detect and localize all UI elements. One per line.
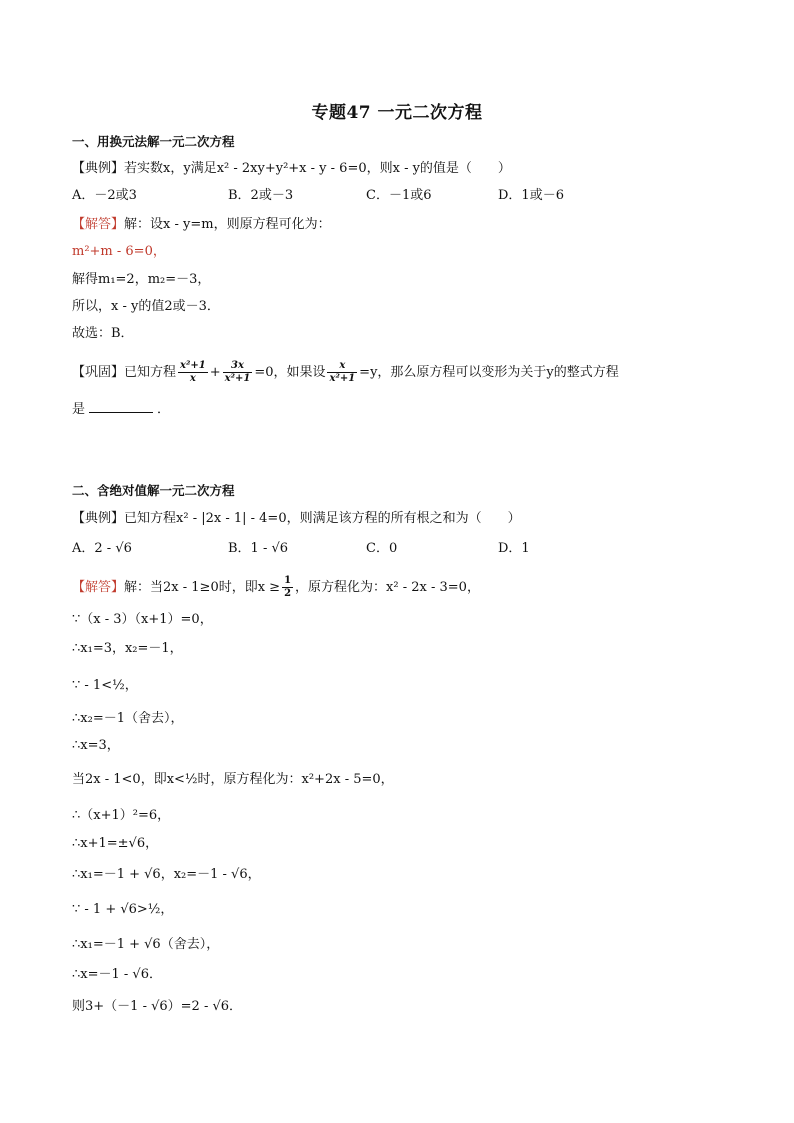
fraction-half-den: 2 [284, 588, 292, 599]
solution-line-12: ∴x=－1 - √6． [72, 967, 162, 982]
option-a: A．2 - √6 [72, 541, 132, 556]
solution-line-7: ∴（x+1）²=6， [72, 808, 171, 823]
example-text: 若实数x，y满足x² - 2xy+y²+x - y - 6=0，则x - y的值是（ ） [124, 161, 511, 176]
practice-plus: + [209, 365, 221, 380]
example-tag: 【典例】 [72, 511, 125, 526]
answer-text: 解：设x - y=m，则原方程可化为： [124, 217, 331, 232]
answer-line1-pre: 解：当2x - 1≥0时，即x ≥ [124, 580, 281, 595]
solution-line-9: ∴x₁=－1 + √6，x₂=－1 - √6， [72, 867, 261, 882]
practice-tag: 【巩固】 [72, 365, 125, 380]
section2-heading: 二、含绝对值解一元二次方程 [72, 483, 235, 498]
fraction-1-num: x²+1 [180, 360, 206, 371]
practice-end: ． [157, 402, 171, 417]
solution-line-13: 则3+（－1 - √6）=2 - √6． [72, 999, 243, 1014]
section1-example [72, 160, 511, 178]
practice-post: =y，那么原方程可以变形为关于y的整式方程 [359, 365, 619, 380]
practice-line2-text: 是 [72, 402, 86, 417]
fraction-half-num: 1 [284, 575, 292, 586]
section1-heading: 一、用换元法解一元二次方程 [72, 134, 235, 149]
option-b: B．1 - √6 [228, 541, 289, 556]
solution-line-1: ∵（x - 3）（x+1）=0， [72, 612, 213, 627]
page-title: 专题47 一元二次方程 [311, 103, 483, 123]
answer-line-2: m²+m - 6=0， [72, 244, 166, 259]
option-d: D．1 [498, 541, 530, 556]
practice-line-2 [72, 400, 170, 419]
practice-line [72, 360, 619, 385]
fraction-half [282, 575, 293, 600]
solution-line-8: ∴x+1=±√6， [72, 836, 159, 851]
fraction-1-den: x [189, 373, 196, 384]
option-d: D．1或－6 [498, 188, 564, 203]
fraction-2 [223, 360, 253, 385]
option-c: C．－1或6 [366, 188, 432, 203]
answer-line-4: 所以，x - y的值2或－3． [72, 299, 220, 314]
fraction-3 [327, 360, 357, 385]
solution-line-11: ∴x₁=－1 + √6（舍去）， [72, 937, 220, 952]
answer-line-1 [72, 216, 331, 234]
fraction-2-num: 3x [223, 360, 253, 373]
option-b: B．2或－3 [228, 188, 294, 203]
option-c: C．0 [366, 541, 398, 556]
practice-eq: =0，如果设 [254, 365, 326, 380]
example-tag: 【典例】 [72, 161, 125, 176]
solution-line-2: ∴x₁=3，x₂=－1， [72, 641, 183, 656]
fraction-1 [178, 360, 208, 385]
solution-line-10: ∵ - 1 + √6>½， [72, 902, 174, 917]
section2-example [72, 510, 521, 528]
fraction-3-den: x²+1 [329, 373, 356, 384]
solution-line-4: ∴x₂=－1（舍去）， [72, 711, 184, 726]
example-text: 已知方程x² - |2x - 1| - 4=0，则满足该方程的所有根之和为（ ） [124, 511, 521, 526]
solution-line-3: ∵ - 1<½， [72, 678, 138, 693]
option-a: A．－2或3 [72, 188, 137, 203]
answer-blank[interactable] [89, 400, 153, 413]
answer-tag: 【解答】 [72, 580, 125, 595]
answer-line-3: 解得m₁=2，m₂=－3， [72, 272, 211, 287]
answer-line1-post: ，原方程化为：x² - 2x - 3=0， [295, 580, 480, 595]
answer-tag: 【解答】 [72, 217, 125, 232]
fraction-2-den: x²+1 [224, 373, 251, 384]
answer-line-1 [72, 575, 480, 600]
fraction-3-num: x [327, 360, 357, 373]
practice-pre: 已知方程 [124, 365, 177, 380]
answer-line-5: 故选：B． [72, 326, 134, 341]
solution-line-5: ∴x=3， [72, 738, 120, 753]
solution-line-6: 当2x - 1<0，即x<½时，原方程化为：x²+2x - 5=0， [72, 772, 394, 787]
